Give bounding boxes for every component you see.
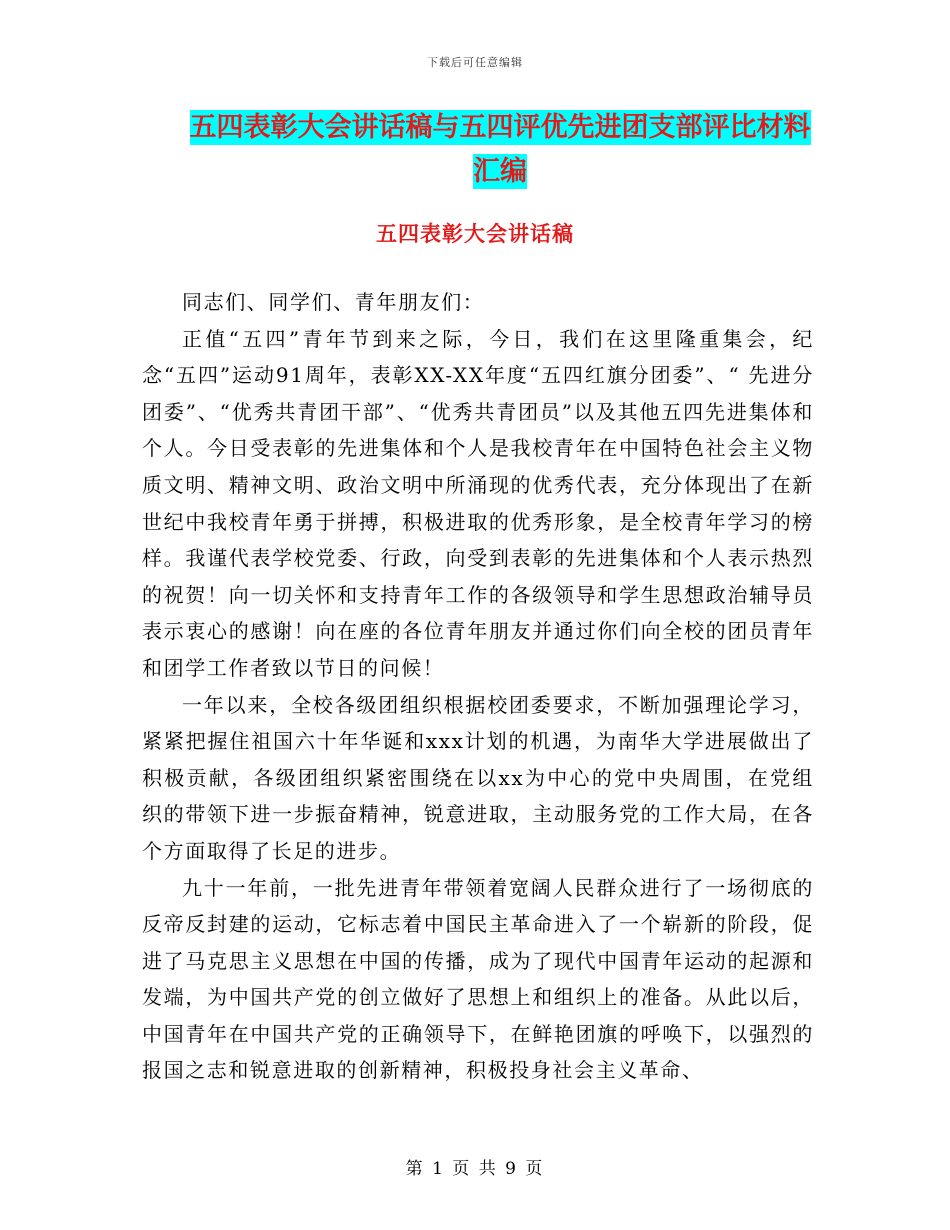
paragraph-salutation: 同志们、同学们、青年朋友们： (182, 290, 485, 314)
header-note: 下载后可任意编辑 (427, 56, 523, 69)
document-title-line-1: 五四表彰大会讲话稿与五四评优先进团支部评比材料 (189, 112, 811, 143)
document-body (142, 284, 814, 1089)
paragraph-4: 九十一年前，一批先进青年带领着宽阔人民群众进行了一场彻底的反帝反封建的运动，它标志着中国民主革命进入了一个崭新的阶段，促进了马克思主义思想在中国的传播，成为了现代中国青年运动的起源和发端，为中国共产党的创立做好了思想上和组织上的准备。从此以后，中国青年在中国共产党的正确领导下，在鲜艳团旗的呼唤下，以强烈的报国之志和锐意进取的创新精神，积极投身社会主义革命、 (142, 875, 814, 1083)
page-number-footer: 第 1 页 共 9 页 (405, 1159, 545, 1179)
paragraph-3: 一年以来，全校各级团组织根据校团委要求，不断加强理论学习，紧紧把握住祖国六十年华诞和xxx计划的机遇，为南华大学进展做出了积极贡献，各级团组织紧密围绕在以xx为中心的党中央周围，在党组织的带领下进一步振奋精神，锐意进取，主动服务党的工作大局，在各个方面取得了长足的进步。 (142, 692, 814, 863)
document-title-line-2: 汇编 (473, 156, 527, 187)
paragraph-2: 正值“五四”青年节到来之际，今日，我们在这里隆重集会，纪念“五四”运动91周年，表彰XX-XX年度“五四红旗分团委”、“ 先进分团委”、“优秀共青团干部”、“优秀共青团员”以及其他五四先进集体和个人。今日受表彰的先进集体和个人是我校青年在中国特色社会主义物质文明、精神文明、政治文明中所涌现的优秀代表，充分体现出了在新世纪中我校青年勇于拼搏，积极进取的优秀形象，是全校青年学习的榜样。我谨代表学校党委、行政，向受到表彰的先进集体和个人表示热烈的祝贺！向一切关怀和支持青年工作的各级领导和学生思想政治辅导员表示衷心的感谢！向在座的各位青年朋友并通过你们向全校的团员青年和团学工作者致以节日的问候！ (142, 326, 814, 680)
section-title: 五四表彰大会讲话稿 (376, 222, 574, 246)
document-title (140, 106, 860, 194)
